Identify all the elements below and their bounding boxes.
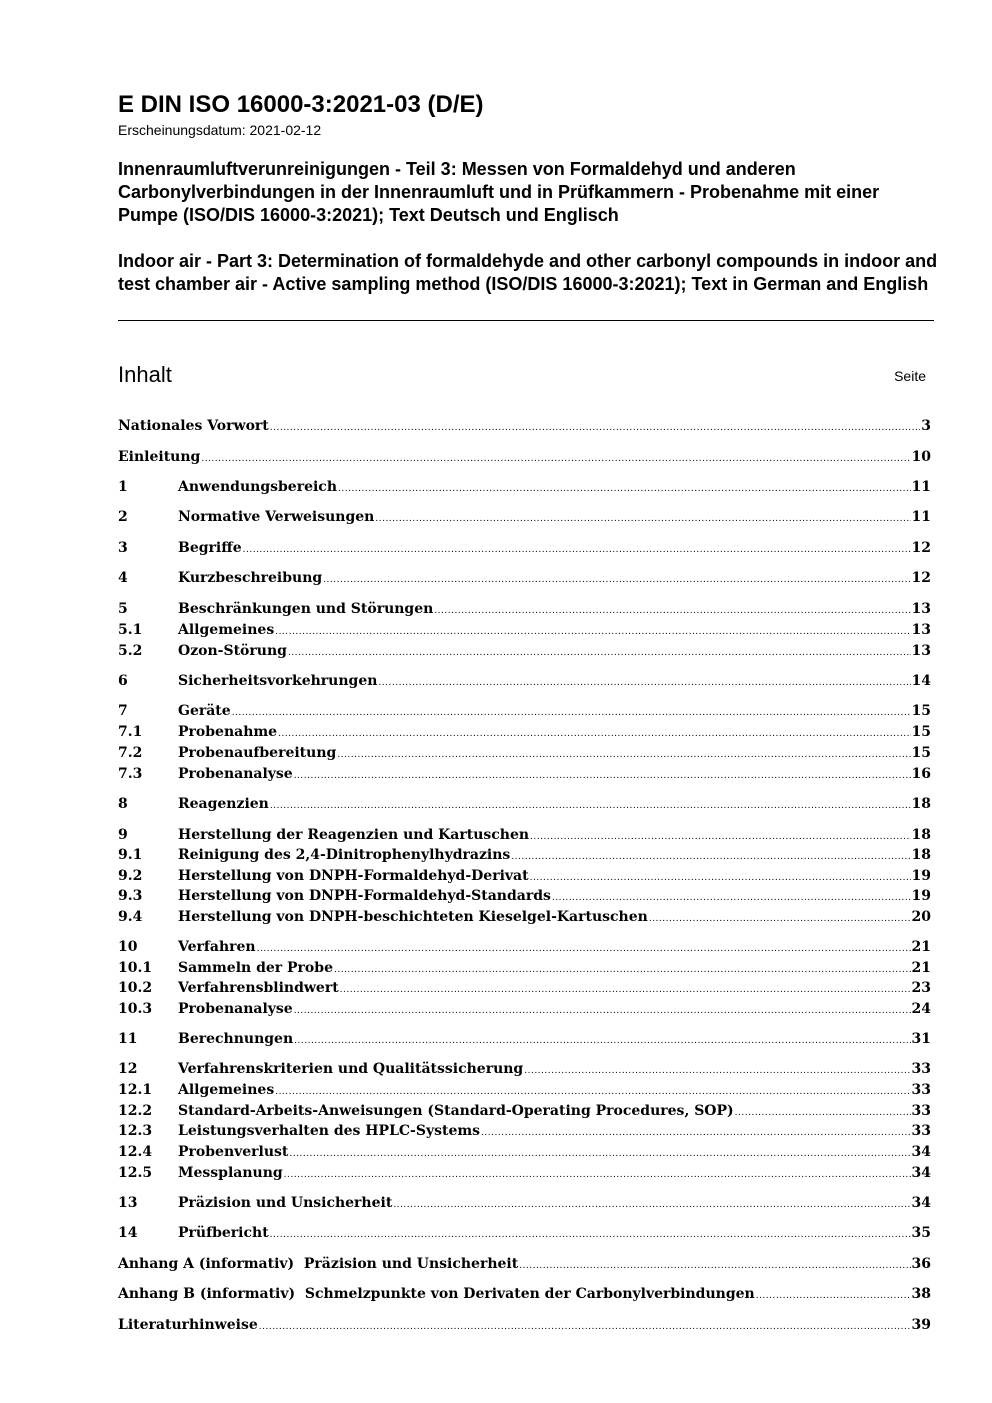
toc-leader <box>294 1031 910 1052</box>
toc-entry-number: 12.2 <box>118 1103 153 1119</box>
toc-entry-number: 9 <box>118 827 128 843</box>
toc-entry[interactable] <box>118 641 931 662</box>
document-id: E DIN ISO 16000-3:2021-03 (D/E) <box>118 91 484 118</box>
toc-entry[interactable] <box>118 568 931 589</box>
toc-leader <box>519 1256 910 1277</box>
toc-entry[interactable] <box>118 416 931 437</box>
toc-entry[interactable] <box>118 507 931 528</box>
toc-entry-page: 18 <box>911 827 931 843</box>
toc-leader <box>337 745 910 766</box>
toc-entry[interactable] <box>118 1142 931 1163</box>
toc-entry-number: 3 <box>118 540 128 556</box>
toc-entry-number: 9.3 <box>118 888 143 904</box>
toc-leader <box>524 1061 910 1082</box>
toc-leader <box>275 1082 910 1103</box>
toc-entry-page: 33 <box>911 1061 931 1077</box>
toc-entry-number: 6 <box>118 673 128 689</box>
toc-entry-title: Verfahren <box>178 939 256 955</box>
toc-entry-number: 11 <box>118 1031 138 1047</box>
toc-entry-title: Prüfbericht <box>178 1225 269 1241</box>
toc-entry-number: 1 <box>118 479 128 495</box>
toc-leader <box>257 939 911 960</box>
toc-entry-number: 10.1 <box>118 960 153 976</box>
toc-entry-number: 10.3 <box>118 1001 153 1017</box>
toc-entry-number: 14 <box>118 1225 138 1241</box>
toc-entry-page: 12 <box>911 540 931 556</box>
toc-entry-page: 33 <box>911 1082 931 1098</box>
toc-entry-page: 13 <box>911 601 931 617</box>
toc-entry[interactable] <box>118 978 931 999</box>
toc-entry[interactable] <box>118 845 931 866</box>
toc-entry-title: Probenanalyse <box>178 766 293 782</box>
toc-entry[interactable] <box>118 599 931 620</box>
toc-entry-title: Sammeln der Probe <box>178 960 333 976</box>
toc-entry[interactable] <box>118 1029 931 1050</box>
toc-entry-page: 13 <box>911 622 931 638</box>
toc-entry-title: Leistungsverhalten des HPLC-Systems <box>178 1123 481 1139</box>
toc-entry[interactable] <box>118 1080 931 1101</box>
toc-entry-page: 18 <box>911 847 931 863</box>
toc-heading: Inhalt <box>118 362 172 387</box>
toc-entry[interactable] <box>118 999 931 1020</box>
toc-entry-page: 14 <box>911 673 931 689</box>
toc-entry-title: Kurzbeschreibung <box>178 570 323 586</box>
toc-entry-number: 5 <box>118 601 128 617</box>
toc-leader <box>481 1123 910 1144</box>
toc-entry-page: 19 <box>911 888 931 904</box>
title-divider <box>118 320 934 321</box>
toc-entry[interactable] <box>118 866 931 887</box>
toc-entry[interactable] <box>118 722 931 743</box>
toc-leader <box>284 1165 911 1186</box>
publication-date: Erscheinungsdatum: 2021-02-12 <box>118 122 322 138</box>
toc-entry-page: 16 <box>911 766 931 782</box>
toc-entry-number: 7.3 <box>118 766 143 782</box>
toc-entry[interactable] <box>118 1059 931 1080</box>
toc-entry-number: 7.1 <box>118 724 143 740</box>
toc-entry-page: 23 <box>911 980 931 996</box>
toc-entry-title: Standard-Arbeits-Anweisungen (Standard-Operating Procedures, SOP) <box>178 1103 734 1119</box>
toc-entry-title: Präzision und Unsicherheit <box>178 1195 393 1211</box>
toc-leader <box>294 1001 911 1022</box>
toc-entry-title: Nationales Vorwort <box>118 418 269 434</box>
toc-entry-title: Allgemeines <box>178 1082 275 1098</box>
toc-entry-page: 33 <box>911 1103 931 1119</box>
toc-entry-title: Begriffe <box>178 540 242 556</box>
toc-leader <box>756 1286 911 1307</box>
toc-entry-number: 10.2 <box>118 980 153 996</box>
toc-entry[interactable] <box>118 1121 931 1142</box>
toc-leader <box>323 570 910 591</box>
toc-entry[interactable] <box>118 1254 931 1275</box>
toc-entry-number: 5.2 <box>118 643 143 659</box>
toc-leader <box>270 418 921 439</box>
toc-entry[interactable] <box>118 764 931 785</box>
toc-entry-title: Ozon-Störung <box>178 643 287 659</box>
toc-entry-page: 34 <box>911 1195 931 1211</box>
toc-entry-page: 18 <box>911 796 931 812</box>
toc-entry-title: Anwendungsbereich <box>178 479 337 495</box>
toc-entry-number: 7 <box>118 703 128 719</box>
toc-entry-number: 12.4 <box>118 1144 153 1160</box>
toc-leader <box>201 449 910 470</box>
toc-entry-title: Geräte <box>178 703 231 719</box>
toc-entry-page: 15 <box>911 724 931 740</box>
toc-entry-title: Literaturhinweise <box>118 1317 258 1333</box>
toc-leader <box>294 766 911 787</box>
toc-entry[interactable] <box>118 620 931 641</box>
toc-leader <box>375 509 910 530</box>
toc-entry-page: 34 <box>911 1165 931 1181</box>
toc-entry-title: Anhang B (informativ) Schmelzpunkte von Derivaten der Carbonylverbindungen <box>118 1286 755 1302</box>
toc-entry[interactable] <box>118 1163 931 1184</box>
toc-entry-page: 21 <box>911 960 931 976</box>
toc-entry[interactable] <box>118 1315 931 1336</box>
toc-leader <box>232 703 911 724</box>
toc-entry[interactable] <box>118 1284 931 1305</box>
toc-entry-title: Probenverlust <box>178 1144 289 1160</box>
toc-entry-title: Sicherheitsvorkehrungen <box>178 673 378 689</box>
toc-entry-page: 24 <box>911 1001 931 1017</box>
toc-entry-page: 10 <box>911 449 931 465</box>
title-german: Innenraumluftverunreinigungen - Teil 3: Messen von Formaldehyd und anderen Carbonylverbindungen in der Innenraumluft und in Prüfkammern - Probenahme mit einer Pumpe (ISO/DIS 16000-3:2021); Text Deutsch und Englisch <box>118 159 880 225</box>
toc-entry-title: Probenanalyse <box>178 1001 293 1017</box>
toc-leader <box>270 796 911 817</box>
toc-entry-page: 34 <box>911 1144 931 1160</box>
toc-entry[interactable] <box>118 743 931 764</box>
toc-entry-page: 33 <box>911 1123 931 1139</box>
toc-entry-page: 11 <box>911 509 931 525</box>
toc-entry-page: 39 <box>911 1317 931 1333</box>
toc-entry[interactable] <box>118 907 931 928</box>
toc-leader <box>393 1195 910 1216</box>
toc-entry-page: 31 <box>911 1031 931 1047</box>
toc-leader <box>259 1317 911 1338</box>
toc-entry-page: 21 <box>911 939 931 955</box>
toc-entry[interactable] <box>118 886 931 907</box>
toc-entry-title: Berechnungen <box>178 1031 294 1047</box>
toc-entry-page: 3 <box>921 418 931 434</box>
toc-entry-number: 9.4 <box>118 909 143 925</box>
toc-entry-title: Verfahrensblindwert <box>178 980 339 996</box>
toc-entry-title: Reagenzien <box>178 796 269 812</box>
toc-entry-title: Herstellung von DNPH-Formaldehyd-Standards <box>178 888 551 904</box>
toc-entry-number: 5.1 <box>118 622 143 638</box>
toc-entry[interactable] <box>118 794 931 815</box>
toc-entry[interactable] <box>118 701 931 722</box>
toc-leader <box>338 479 911 500</box>
toc-entry-title: Herstellung der Reagenzien und Kartuschen <box>178 827 530 843</box>
toc-page-label: Seite <box>894 368 926 384</box>
toc-entry-number: 10 <box>118 939 138 955</box>
toc-entry[interactable] <box>118 1223 931 1244</box>
toc-entry-page: 12 <box>911 570 931 586</box>
toc-leader <box>434 601 910 622</box>
toc-entry-number: 12.5 <box>118 1165 153 1181</box>
toc-leader <box>649 909 911 930</box>
toc-entry-number: 12 <box>118 1061 138 1077</box>
toc-entry-page: 36 <box>911 1256 931 1272</box>
toc-entry-number: 9.1 <box>118 847 143 863</box>
toc-leader <box>243 540 911 561</box>
toc-entry-number: 12.1 <box>118 1082 153 1098</box>
toc-entry-page: 35 <box>911 1225 931 1241</box>
toc-leader <box>278 724 910 745</box>
toc-leader <box>378 673 910 694</box>
toc-entry-page: 19 <box>911 868 931 884</box>
toc-entry-page: 15 <box>911 745 931 761</box>
toc-entry-title: Herstellung von DNPH-beschichteten Kieselgel-Kartuschen <box>178 909 648 925</box>
toc-entry[interactable] <box>118 825 931 846</box>
title-english: Indoor air - Part 3: Determination of formaldehyde and other carbonyl compounds in indoor and test chamber air - Active sampling method (ISO/DIS 16000-3:2021); Text in German and English <box>118 251 938 294</box>
toc-entry[interactable] <box>118 671 931 692</box>
toc-entry-page: 13 <box>911 643 931 659</box>
toc-entry[interactable] <box>118 477 931 498</box>
toc-entry-title: Allgemeines <box>178 622 275 638</box>
toc-leader <box>340 980 911 1001</box>
toc-entry-page: 20 <box>911 909 931 925</box>
toc-entry-title: Beschränkungen und Störungen <box>178 601 434 617</box>
toc-entry-title: Verfahrenskriterien und Qualitätssicherung <box>178 1061 524 1077</box>
toc-entry[interactable] <box>118 1193 931 1214</box>
toc-entry-title: Anhang A (informativ) Präzision und Unsicherheit <box>118 1256 519 1272</box>
toc-leader <box>275 622 910 643</box>
toc-entry-title: Einleitung <box>118 449 201 465</box>
toc-entry[interactable] <box>118 958 931 979</box>
toc-entry-page: 15 <box>911 703 931 719</box>
toc-entry[interactable] <box>118 447 931 468</box>
toc-entry-title: Probenahme <box>178 724 278 740</box>
toc-entry-title: Normative Verweisungen <box>178 509 375 525</box>
toc-leader <box>270 1225 911 1246</box>
toc-entry[interactable] <box>118 937 931 958</box>
toc-entry[interactable] <box>118 538 931 559</box>
toc-entry-number: 12.3 <box>118 1123 153 1139</box>
toc-leader <box>552 888 911 909</box>
toc-entry-title: Messplanung <box>178 1165 283 1181</box>
toc-entry-page: 11 <box>911 479 931 495</box>
toc-entry-title: Herstellung von DNPH-Formaldehyd-Derivat <box>178 868 529 884</box>
toc-entry-number: 7.2 <box>118 745 143 761</box>
toc-entry-number: 13 <box>118 1195 138 1211</box>
toc-entry-number: 4 <box>118 570 128 586</box>
toc-entry-number: 8 <box>118 796 128 812</box>
toc-entry-number: 9.2 <box>118 868 143 884</box>
toc-leader <box>288 643 911 664</box>
toc-entry-title: Reinigung des 2,4-Dinitrophenylhydrazins <box>178 847 511 863</box>
toc-leader <box>511 847 910 868</box>
toc-entry-title: Probenaufbereitung <box>178 745 337 761</box>
toc-leader <box>289 1144 910 1165</box>
toc-entry[interactable] <box>118 1101 931 1122</box>
toc-entry-number: 2 <box>118 509 128 525</box>
toc-entry-page: 38 <box>911 1286 931 1302</box>
